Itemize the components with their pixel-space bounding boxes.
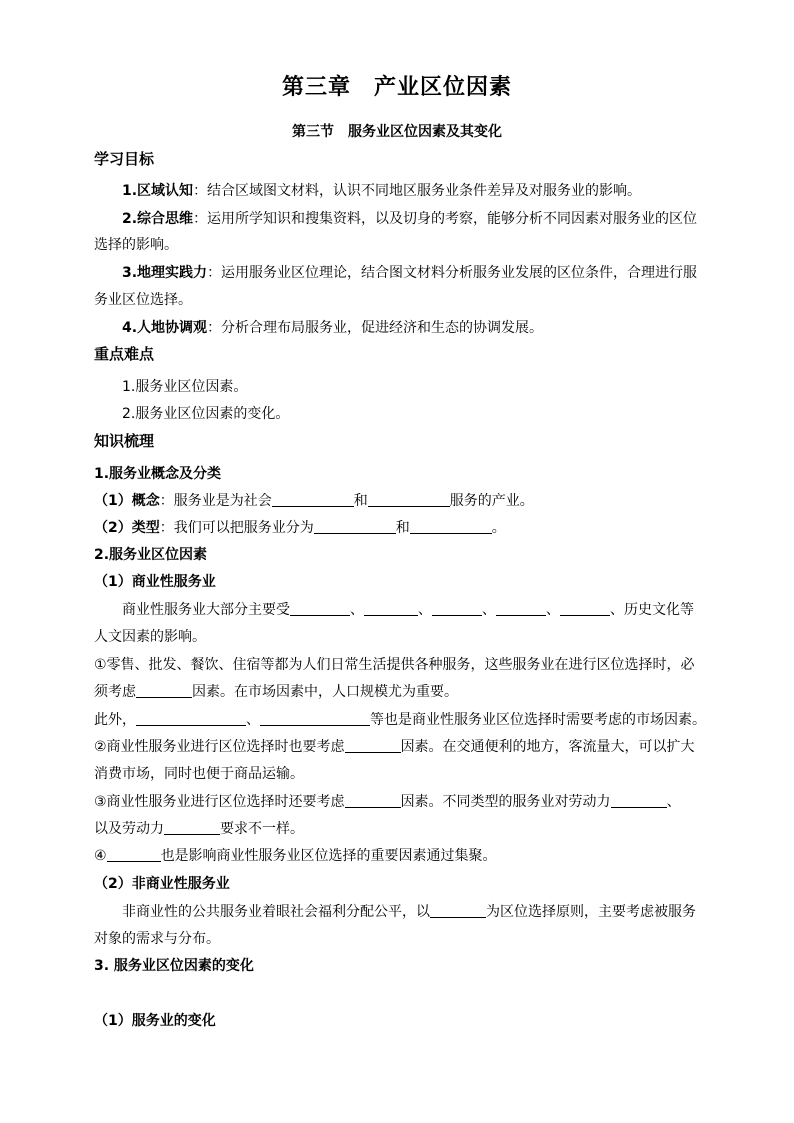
concept-line [94, 491, 534, 511]
item-3-line-a [94, 792, 681, 812]
noncommercial-heading: （2）非商业性服务业 [94, 876, 230, 892]
para-text: 为区位选择原则，主要考虑被服务 [486, 904, 696, 920]
fill-blank[interactable] [410, 519, 492, 534]
chapter-title: 第三章 产业区位因素 [281, 75, 512, 100]
item-2-line-b: 消费市场，同时也便于商品运输。 [94, 766, 304, 782]
fill-blank[interactable] [345, 738, 401, 753]
service-change-heading: （1）服务业的变化 [94, 1013, 216, 1029]
knowledge-heading: 知识梳理 [94, 432, 155, 450]
type-text-b: 和 [395, 520, 410, 536]
fill-blank[interactable] [430, 903, 486, 918]
type-text-c: 。 [491, 520, 506, 536]
goal-3-text: ：运用服务业区位理论，结合图文材料分析服务业发展的区位条件，合理进行服 [207, 265, 698, 281]
item-text: 此外， [94, 712, 136, 728]
item-2-line-a [94, 737, 695, 757]
item-text: ②商业性服务业进行区位选择时也要考虑 [94, 739, 345, 755]
fill-blank[interactable] [136, 683, 192, 698]
goal-1-text: ：结合区域图文材料，认识不同地区服务业条件差异及对服务业的影响。 [193, 183, 642, 199]
goal-3 [122, 263, 697, 283]
item-text: ④ [94, 848, 107, 864]
item-text: 须考虑 [94, 684, 136, 700]
para-text: 商业性服务业大部分主要受 [122, 602, 290, 618]
goal-4-label: 4.人地协调观 [122, 320, 208, 336]
fill-blank[interactable] [107, 847, 161, 862]
item-text: ③商业性服务业进行区位选择时还要考虑 [94, 794, 345, 810]
goal-2 [122, 209, 697, 229]
item-text: 因素。在交通便利的地方，客流量大，可以扩大 [400, 739, 695, 755]
goal-3-cont: 务业区位选择。 [94, 292, 192, 308]
separator: 、 [418, 602, 432, 618]
separator: 、 [666, 794, 681, 810]
item-1-line-b [94, 682, 458, 702]
item-1-line-a: ①零售、批发、餐饮、住宿等都为人们日常生活提供各种服务，这些服务业在进行区位选择时，必 [94, 657, 695, 673]
item-1-line-c [94, 710, 706, 730]
separator: 、 [482, 602, 496, 618]
concept-text-a: ：服务业是为社会 [159, 493, 272, 509]
keypoint-1: 1.服务业区位因素。 [122, 379, 248, 395]
fill-blank[interactable] [272, 492, 354, 507]
item-4-line [94, 846, 497, 866]
separator: 、 [246, 712, 260, 728]
noncommercial-para [122, 902, 696, 922]
goal-1 [122, 181, 641, 201]
fill-blank[interactable] [496, 601, 546, 616]
commercial-heading: （1）商业性服务业 [94, 574, 216, 590]
noncommercial-para-cont: 对象的需求与分布。 [94, 931, 220, 947]
separator: 、 [350, 602, 364, 618]
item-text: 以及劳动力 [94, 821, 164, 837]
section-title: 第三节 服务业区位因素及其变化 [292, 124, 502, 140]
concept-text-c: 服务的产业。 [449, 493, 534, 509]
commercial-para-1-cont: 人文因素的影响。 [94, 629, 206, 645]
fill-blank[interactable] [364, 601, 418, 616]
fill-blank[interactable] [611, 793, 667, 808]
fill-blank[interactable] [164, 820, 220, 835]
goals-heading: 学习目标 [94, 150, 155, 168]
goal-1-label: 1.区域认知 [122, 183, 194, 199]
fill-blank[interactable] [260, 711, 370, 726]
goal-2-text: ：运用所学知识和搜集资料，以及切身的考察，能够分析不同因素对服务业的区位 [193, 211, 698, 227]
fill-blank[interactable] [432, 601, 482, 616]
commercial-para-1 [122, 600, 694, 620]
section-1-heading: 1.服务业概念及分类 [94, 466, 222, 482]
fill-blank[interactable] [314, 519, 396, 534]
fill-blank[interactable] [560, 601, 610, 616]
item-text: 也是影响商业性服务业区位选择的重要因素通过集聚。 [160, 848, 497, 864]
para-text: 、历史文化等 [610, 602, 694, 618]
section-3-heading: 3. 服务业区位因素的变化 [94, 958, 254, 974]
fill-blank[interactable] [368, 492, 450, 507]
goal-2-label: 2.综合思维 [122, 211, 194, 227]
keypoints-heading: 重点难点 [94, 345, 155, 363]
type-line [94, 518, 506, 538]
type-label: （2）类型 [94, 520, 160, 536]
item-text: 要求不一样。 [220, 821, 304, 837]
item-text: 因素。在市场因素中，人口规模尤为重要。 [192, 684, 458, 700]
section-2-heading: 2.服务业区位因素 [94, 547, 208, 563]
item-text: 因素。不同类型的服务业对劳动力 [400, 794, 611, 810]
concept-text-b: 和 [353, 493, 368, 509]
goal-3-label: 3.地理实践力 [122, 265, 208, 281]
para-text: 非商业性的公共服务业着眼社会福利分配公平，以 [122, 904, 430, 920]
item-3-line-b [94, 819, 304, 839]
fill-blank[interactable] [345, 793, 401, 808]
concept-label: （1）概念 [94, 493, 160, 509]
fill-blank[interactable] [290, 601, 350, 616]
goal-4-text: ：分析合理布局服务业，促进经济和生态的协调发展。 [207, 320, 544, 336]
fill-blank[interactable] [136, 711, 246, 726]
type-text-a: ：我们可以把服务业分为 [159, 520, 314, 536]
goal-2-cont: 选择的影响。 [94, 237, 178, 253]
separator: 、 [546, 602, 560, 618]
item-text: 等也是商业性服务业区位选择时需要考虑的市场因素。 [370, 712, 706, 728]
keypoint-2: 2.服务业区位因素的变化。 [122, 406, 290, 422]
goal-4 [122, 318, 543, 338]
